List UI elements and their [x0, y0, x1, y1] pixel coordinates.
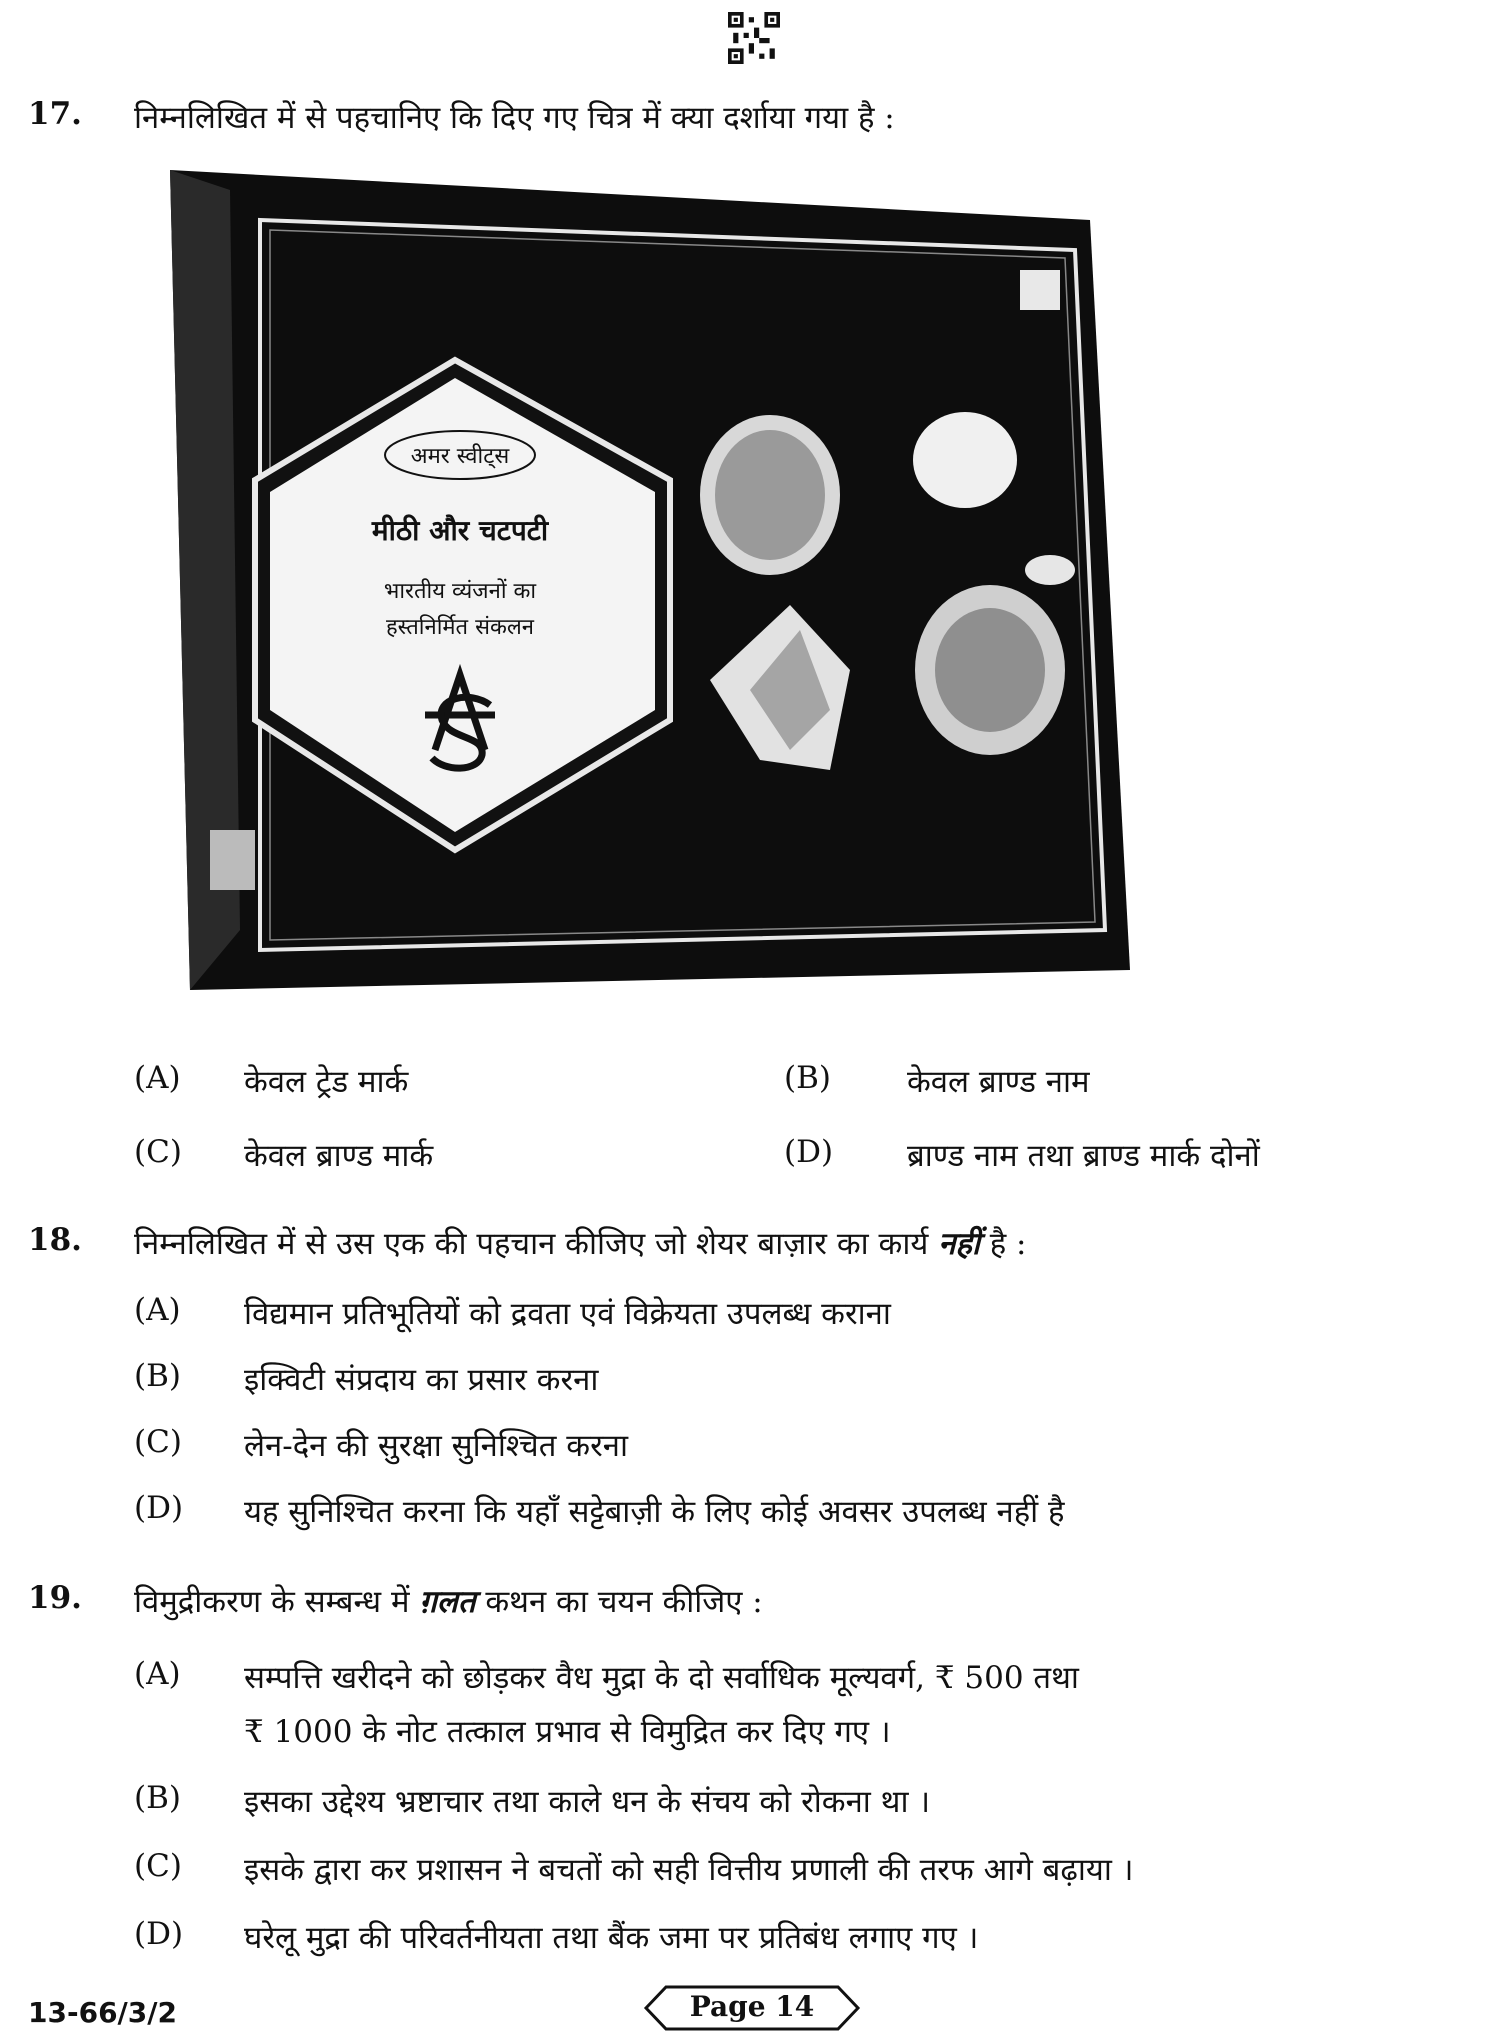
paper-code: 13-66/3/2	[28, 1996, 177, 2029]
q18-option-a-text: विद्यमान प्रतिभूतियों को द्रवता एवं विक्रेयता उपलब्ध कराना	[244, 1296, 891, 1332]
q18-text-before: निम्नलिखित में से उस एक की पहचान कीजिए जो शेयर बाज़ार का कार्य	[134, 1226, 939, 1262]
q17-option-d-text: ब्राण्ड नाम तथा ब्राण्ड मार्क दोनों	[907, 1138, 1260, 1174]
question-17-text: निम्नलिखित में से पहचानिए कि दिए गए चित्र में क्या दर्शाया गया है :	[134, 100, 895, 136]
q17-option-c-text: केवल ब्राण्ड मार्क	[244, 1138, 434, 1174]
brand-name-label: अमर स्वीट्स	[410, 444, 510, 469]
question-19-number: 19.	[28, 1580, 82, 1616]
q19-option-c-text: इसके द्वारा कर प्रशासन ने बचतों को सही वित्तीय प्रणाली की तरफ आगे बढ़ाया ।	[244, 1852, 1134, 1888]
product-package-image	[150, 150, 1140, 1010]
q18-option-c-text: लेन-देन की सुरक्षा सुनिश्चित करना	[244, 1428, 628, 1464]
q18-option-a-label: (A)	[134, 1292, 181, 1328]
q18-option-b-label: (B)	[134, 1358, 181, 1394]
q17-option-a-label: (A)	[134, 1060, 181, 1096]
q19-option-a-text: सम्पत्ति खरीदने को छोड़कर वैध मुद्रा के दो सर्वाधिक मूल्यवर्ग, ₹ 500 तथा	[244, 1660, 1079, 1696]
q18-text-after: है :	[979, 1226, 1027, 1262]
q19-text-before: विमुद्रीकरण के सम्बन्ध में	[134, 1584, 420, 1620]
q18-option-d-text: यह सुनिश्चित करना कि यहाँ सट्टेबाज़ी के लिए कोई अवसर उपलब्ध नहीं है	[244, 1494, 1065, 1530]
q17-option-b-text: केवल ब्राण्ड नाम	[907, 1064, 1090, 1100]
q18-option-b-text: इक्विटी संप्रदाय का प्रसार करना	[244, 1362, 599, 1398]
q17-option-d-label: (D)	[784, 1134, 834, 1170]
q19-text-emphasis: ग़लत	[419, 1584, 476, 1620]
q19-option-d-label: (D)	[134, 1916, 184, 1952]
product-name-label: मीठी और चटपटी	[371, 514, 549, 547]
q19-option-d-text: घरेलू मुद्रा की परिवर्तनीयता तथा बैंक जमा पर प्रतिबंध लगाए गए ।	[244, 1920, 979, 1956]
q18-text-emphasis: नहीं	[938, 1226, 980, 1262]
page-number: Page 14	[689, 1990, 815, 2023]
question-17-number: 17.	[28, 96, 82, 132]
question-18-number: 18.	[28, 1222, 82, 1258]
q19-option-a-label: (A)	[134, 1656, 181, 1692]
question-19-text	[134, 1580, 763, 1622]
q19-option-c-label: (C)	[134, 1848, 182, 1884]
question-18-text	[134, 1222, 1027, 1264]
tagline-line-1: भारतीय व्यंजनों का	[383, 579, 537, 604]
q17-option-b-label: (B)	[784, 1060, 831, 1096]
q19-option-b-text: इसका उद्देश्य भ्रष्टाचार तथा काले धन के संचय को रोकना था ।	[244, 1784, 931, 1820]
q19-option-b-label: (B)	[134, 1780, 181, 1816]
q18-option-c-label: (C)	[134, 1424, 182, 1460]
q19-text-after: कथन का चयन कीजिए :	[475, 1584, 763, 1620]
q18-option-d-label: (D)	[134, 1490, 184, 1526]
tagline-line-2: हस्तनिर्मित संकलन	[386, 615, 534, 640]
q17-option-a-text: केवल ट्रेड मार्क	[244, 1064, 409, 1100]
q17-option-c-label: (C)	[134, 1134, 182, 1170]
qr-code-icon	[728, 12, 780, 64]
q19-option-a-text-line2: ₹ 1000 के नोट तत्काल प्रभाव से विमुद्रित कर दिए गए ।	[244, 1714, 891, 1750]
